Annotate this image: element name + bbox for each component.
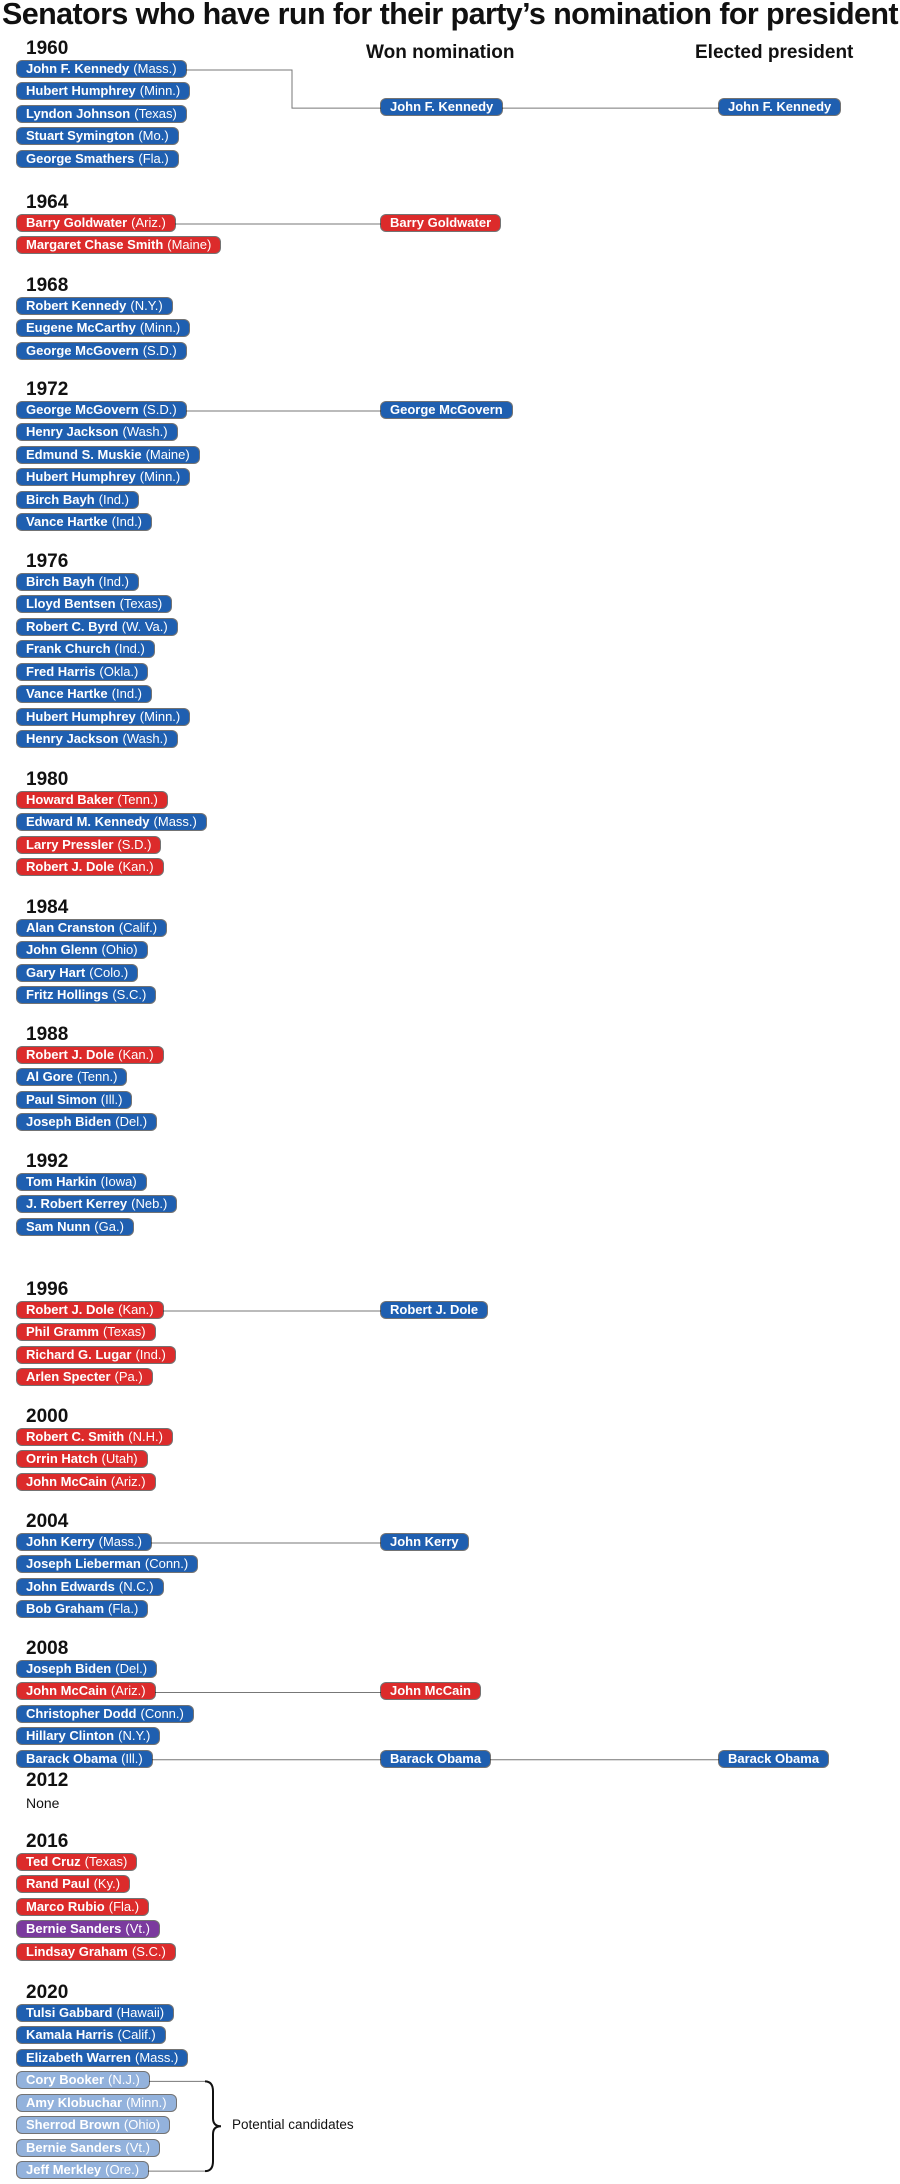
candidate-state: (S.C.) — [112, 987, 147, 1003]
candidate-sam-nunn-1992 — [17, 1219, 133, 1235]
candidate-jeff-merkley-2020 — [17, 2162, 148, 2178]
candidate-state: (Wash.) — [122, 424, 168, 440]
candidate-state: (Ariz.) — [131, 215, 166, 230]
president-barack-obama-2008 — [719, 1751, 828, 1767]
candidate-joseph-biden-2008 — [17, 1661, 156, 1677]
year-label-2004: 2004 — [26, 1511, 69, 1532]
candidate-name: John F. Kennedy — [390, 99, 494, 115]
candidate-state: (Ind.) — [98, 574, 129, 589]
candidate-name: Fritz Hollings — [26, 987, 109, 1003]
year-label-2012: 2012 — [26, 1770, 69, 1791]
candidate-marco-rubio-2016 — [17, 1899, 148, 1915]
candidate-state: (S.C.) — [131, 1943, 166, 1959]
candidate-edmund-s-muskie-1972 — [17, 447, 199, 463]
candidate-john-edwards-2004 — [17, 1579, 163, 1595]
candidate-state: (Texas) — [84, 1854, 128, 1869]
candidate-state: (Ohio) — [101, 942, 138, 958]
candidate-state: (Kan.) — [118, 1302, 154, 1317]
year-label-1984: 1984 — [26, 897, 69, 918]
candidate-name: Robert J. Dole — [26, 1047, 115, 1062]
nominee-robert-j-dole-1996 — [381, 1302, 487, 1318]
none-label: None — [26, 1795, 60, 1811]
candidate-state: (Mass.) — [133, 61, 177, 76]
candidate-name: Ted Cruz — [26, 1854, 81, 1869]
year-label-1964: 1964 — [26, 192, 69, 213]
candidate-rand-paul-2016 — [17, 1876, 129, 1892]
year-label-1996: 1996 — [26, 1279, 69, 1300]
candidate-stuart-symington-1960 — [17, 128, 178, 144]
candidate-john-mccain-2008 — [17, 1683, 155, 1699]
candidate-eugene-mccarthy-1968 — [17, 320, 189, 336]
candidate-name: Edmund S. Muskie — [26, 446, 142, 462]
candidate-state: (Ky.) — [93, 1876, 121, 1892]
candidate-name: Paul Simon — [26, 1091, 97, 1107]
candidate-alan-cranston-1984 — [17, 920, 166, 936]
candidate-state: (Minn.) — [139, 469, 181, 485]
candidate-state: (Vt.) — [125, 1921, 150, 1937]
candidate-name: Jeff Merkley — [26, 2162, 102, 2178]
year-label-2000: 2000 — [26, 1406, 69, 1427]
candidate-state: (Maine) — [145, 446, 190, 462]
year-label-1992: 1992 — [26, 1151, 69, 1172]
candidate-al-gore-1988 — [17, 1069, 126, 1085]
candidate-name: Al Gore — [26, 1069, 73, 1085]
candidate-name: Hillary Clinton — [26, 1728, 115, 1744]
candidate-state: (N.J.) — [108, 2072, 140, 2088]
candidate-name: Alan Cranston — [26, 920, 115, 935]
year-label-1988: 1988 — [26, 1024, 69, 1045]
candidate-hubert-humphrey-1972 — [17, 469, 189, 485]
candidate-state: (Maine) — [167, 237, 212, 253]
candidate-state: (Minn.) — [139, 83, 181, 99]
candidate-name: Hubert Humphrey — [26, 708, 136, 724]
candidate-robert-j-dole-1996 — [17, 1302, 163, 1318]
candidate-name: Robert Kennedy — [26, 298, 127, 313]
candidate-robert-c-smith-2000 — [17, 1429, 172, 1445]
candidate-name: Robert J. Dole — [26, 859, 115, 875]
candidate-state: (Calif.) — [118, 920, 158, 935]
candidate-bernie-sanders-2020 — [17, 2140, 159, 2156]
candidate-state: (Ind.) — [114, 641, 145, 657]
candidate-state: (Mass.) — [134, 2049, 179, 2065]
candidate-name: Gary Hart — [26, 964, 86, 980]
candidate-john-mccain-2000 — [17, 1474, 155, 1490]
candidate-name: Bob Graham — [26, 1601, 105, 1617]
candidate-state: (Tenn.) — [117, 792, 158, 807]
candidate-john-glenn-1984 — [17, 942, 147, 958]
candidate-name: Orrin Hatch — [26, 1451, 98, 1467]
candidate-robert-c-byrd-1976 — [17, 619, 177, 635]
candidate-state: (Ill.) — [100, 1091, 123, 1107]
candidate-hubert-humphrey-1960 — [17, 83, 189, 99]
candidate-state: (N.C.) — [118, 1578, 154, 1594]
candidate-state: (Wash.) — [122, 731, 168, 747]
candidate-tulsi-gabbard-2020 — [17, 2005, 173, 2021]
candidate-state: (S.D.) — [117, 836, 152, 852]
candidate-name: John McCain — [26, 1683, 107, 1699]
candidate-name: Henry Jackson — [26, 731, 119, 747]
candidate-ted-cruz-2016 — [17, 1854, 136, 1870]
year-label-1968: 1968 — [26, 275, 69, 296]
candidate-george-smathers-1960 — [17, 151, 178, 167]
candidate-name: Vance Hartke — [26, 514, 108, 530]
candidate-state: (N.Y.) — [118, 1728, 151, 1744]
candidate-name: John Glenn — [26, 942, 98, 958]
candidate-fred-harris-1976 — [17, 664, 147, 680]
candidate-name: Barack Obama — [390, 1750, 482, 1766]
candidate-henry-jackson-1972 — [17, 424, 177, 440]
candidate-state: (Del.) — [115, 1114, 148, 1130]
candidate-state: (Neb.) — [131, 1196, 168, 1212]
candidate-margaret-chase-smith-1964 — [17, 237, 220, 253]
candidate-name: Barack Obama — [26, 1750, 118, 1766]
candidate-state: (Colo.) — [89, 964, 129, 980]
year-label-1976: 1976 — [26, 551, 69, 572]
candidate-name: George McGovern — [390, 402, 503, 417]
candidate-birch-bayh-1972 — [17, 492, 138, 508]
candidate-name: John Kerry — [390, 1534, 459, 1549]
candidate-state: (Minn.) — [139, 320, 181, 336]
candidate-name: Edward M. Kennedy — [26, 814, 150, 830]
candidate-name: Sherrod Brown — [26, 2117, 120, 2133]
candidate-name: Vance Hartke — [26, 686, 108, 702]
candidate-name: Henry Jackson — [26, 424, 119, 440]
candidate-robert-j-dole-1988 — [17, 1047, 163, 1063]
president-john-f-kennedy-1960 — [719, 99, 840, 115]
candidate-bob-graham-2004 — [17, 1601, 147, 1617]
candidate-name: Amy Klobuchar — [26, 2094, 123, 2110]
candidate-arlen-specter-1996 — [17, 1369, 152, 1385]
candidate-george-mcgovern-1968 — [17, 343, 186, 359]
candidate-state: (Ariz.) — [110, 1683, 146, 1699]
connector-john-f-kennedy-1960 — [186, 70, 381, 108]
candidate-state: (Ind.) — [111, 514, 143, 530]
nominee-barry-goldwater-1964 — [381, 215, 500, 231]
candidate-name: Lloyd Bentsen — [26, 596, 116, 612]
candidate-name: Tulsi Gabbard — [26, 2005, 113, 2020]
candidate-elizabeth-warren-2020 — [17, 2050, 187, 2066]
candidate-name: Richard G. Lugar — [26, 1346, 132, 1362]
candidate-state: (Ind.) — [135, 1346, 166, 1362]
candidate-name: George McGovern — [26, 342, 139, 358]
candidate-state: (Conn.) — [144, 1556, 189, 1572]
candidate-state: (Ind.) — [98, 491, 129, 507]
candidate-name: John McCain — [390, 1683, 471, 1699]
candidate-frank-church-1976 — [17, 641, 154, 657]
candidate-richard-g-lugar-1996 — [17, 1347, 175, 1363]
candidate-name: Birch Bayh — [26, 491, 95, 507]
year-label-2020: 2020 — [26, 1982, 69, 2003]
candidate-name: Bernie Sanders — [26, 2139, 122, 2155]
candidate-state: (N.Y.) — [130, 298, 163, 313]
candidate-name: Robert J. Dole — [26, 1302, 115, 1317]
won-nomination-header: Won nomination — [366, 42, 515, 63]
candidate-christopher-dodd-2008 — [17, 1706, 193, 1722]
brace-icon — [205, 2081, 221, 2171]
candidate-state: (Vt.) — [125, 2139, 150, 2155]
candidate-name: Joseph Lieberman — [26, 1556, 141, 1572]
candidate-name: Elizabeth Warren — [26, 2049, 131, 2065]
candidate-name: Stuart Symington — [26, 128, 135, 144]
candidate-name: Joseph Biden — [26, 1114, 112, 1130]
candidate-j-robert-kerrey-1992 — [17, 1196, 176, 1212]
candidate-state: (Ore.) — [105, 2162, 140, 2178]
candidate-name: Eugene McCarthy — [26, 320, 136, 336]
candidate-name: Lindsay Graham — [26, 1943, 128, 1959]
candidate-kamala-harris-2020 — [17, 2027, 165, 2043]
potential-candidates-label: Potential candidates — [232, 2117, 354, 2133]
candidate-paul-simon-1988 — [17, 1092, 131, 1108]
candidate-name: Robert C. Smith — [26, 1429, 125, 1444]
candidate-vance-hartke-1976 — [17, 686, 151, 702]
candidate-john-f-kennedy-1960 — [17, 61, 186, 77]
candidate-state: (Mass.) — [153, 814, 197, 830]
candidate-gary-hart-1984 — [17, 965, 137, 981]
candidate-state: (Ga.) — [94, 1218, 124, 1234]
candidate-hubert-humphrey-1976 — [17, 709, 189, 725]
candidate-name: Margaret Chase Smith — [26, 237, 164, 253]
candidate-name: John F. Kennedy — [26, 61, 130, 76]
candidate-state: (Pa.) — [114, 1369, 143, 1385]
year-label-2008: 2008 — [26, 1638, 69, 1659]
candidate-state: (Utah) — [101, 1451, 138, 1467]
candidate-state: (Texas) — [134, 105, 177, 121]
candidate-name: George Smathers — [26, 150, 135, 166]
candidate-barry-goldwater-1964 — [17, 215, 175, 231]
candidate-name: Birch Bayh — [26, 574, 95, 589]
candidate-name: J. Robert Kerrey — [26, 1196, 128, 1212]
candidate-name: Joseph Biden — [26, 1661, 112, 1676]
candidate-name: Kamala Harris — [26, 2027, 114, 2043]
nominee-john-f-kennedy-1960 — [381, 99, 502, 115]
candidate-name: Hubert Humphrey — [26, 83, 136, 99]
candidate-name: Lyndon Johnson — [26, 105, 131, 121]
candidate-state: (S.D.) — [142, 342, 177, 358]
candidate-name: Cory Booker — [26, 2072, 105, 2088]
nominee-george-mcgovern-1972 — [381, 402, 512, 418]
candidate-birch-bayh-1976 — [17, 574, 138, 590]
candidate-name: Rand Paul — [26, 1876, 90, 1892]
candidate-name: John Kerry — [26, 1534, 95, 1549]
candidate-john-kerry-2004 — [17, 1534, 151, 1550]
candidate-name: Robert J. Dole — [390, 1302, 479, 1317]
nominee-john-kerry-2004 — [381, 1534, 468, 1550]
candidate-name: Christopher Dodd — [26, 1705, 137, 1721]
candidate-larry-pressler-1980 — [17, 837, 160, 853]
candidate-barack-obama-2008 — [17, 1751, 152, 1767]
candidate-tom-harkin-1992 — [17, 1174, 146, 1190]
candidate-state: (Texas) — [102, 1324, 146, 1340]
year-label-1960: 1960 — [26, 38, 69, 59]
candidate-state: (Fla.) — [138, 150, 169, 166]
candidate-lloyd-bentsen-1976 — [17, 596, 171, 612]
candidate-name: Bernie Sanders — [26, 1921, 122, 1937]
candidate-name: Larry Pressler — [26, 836, 114, 852]
candidate-lindsay-graham-2016 — [17, 1944, 175, 1960]
candidate-howard-baker-1980 — [17, 792, 167, 808]
candidate-name: John F. Kennedy — [728, 99, 832, 115]
candidate-state: (Hawaii) — [116, 2005, 165, 2020]
candidate-state: (Fla.) — [108, 1601, 139, 1617]
candidate-amy-klobuchar-2020 — [17, 2095, 176, 2111]
candidate-state: (Ind.) — [111, 686, 143, 702]
candidate-robert-j-dole-1980 — [17, 859, 163, 875]
candidate-fritz-hollings-1984 — [17, 987, 155, 1003]
year-label-2016: 2016 — [26, 1831, 69, 1852]
candidate-henry-jackson-1976 — [17, 731, 177, 747]
candidate-state: (Mass.) — [98, 1534, 142, 1549]
candidate-state: (Texas) — [119, 596, 163, 612]
candidate-state: (Minn.) — [126, 2094, 167, 2110]
candidate-joseph-biden-1988 — [17, 1114, 156, 1130]
candidate-name: Hubert Humphrey — [26, 469, 136, 485]
candidate-orrin-hatch-2000 — [17, 1451, 147, 1467]
candidate-name: Howard Baker — [26, 792, 114, 807]
nominee-barack-obama-2008 — [381, 1751, 490, 1767]
nominee-john-mccain-2008 — [381, 1683, 480, 1699]
candidate-state: (Conn.) — [140, 1705, 184, 1721]
elected-president-header: Elected president — [695, 42, 854, 63]
candidate-name: Barry Goldwater — [390, 215, 492, 230]
candidate-state: (Tenn.) — [76, 1069, 118, 1085]
candidate-state: (W. Va.) — [121, 618, 168, 634]
candidate-name: John Edwards — [26, 1578, 115, 1594]
candidate-joseph-lieberman-2004 — [17, 1556, 197, 1572]
candidate-name: Phil Gramm — [26, 1324, 99, 1340]
candidate-name: Frank Church — [26, 641, 111, 657]
candidate-phil-gramm-1996 — [17, 1324, 155, 1340]
candidate-edward-m-kennedy-1980 — [17, 814, 206, 830]
candidate-state: (Minn.) — [139, 708, 181, 724]
candidate-state: (Calif.) — [117, 2027, 156, 2043]
candidate-name: George McGovern — [26, 402, 139, 417]
candidate-name: Barack Obama — [728, 1750, 820, 1766]
candidate-state: (Fla.) — [108, 1898, 140, 1914]
candidate-state: (Mo.) — [138, 128, 169, 144]
candidate-name: Tom Harkin — [26, 1174, 97, 1189]
year-label-1980: 1980 — [26, 769, 69, 790]
candidate-state: (Ariz.) — [110, 1473, 146, 1489]
candidate-name: Sam Nunn — [26, 1218, 91, 1234]
candidate-cory-booker-2020 — [17, 2072, 149, 2088]
candidate-state: (Del.) — [115, 1661, 148, 1676]
page-title: Senators who have run for their party’s nomination for president — [2, 0, 898, 31]
candidate-state: (Kan.) — [118, 859, 154, 875]
candidate-state: (Ohio) — [123, 2117, 161, 2133]
candidate-name: Fred Harris — [26, 663, 96, 679]
candidate-hillary-clinton-2008 — [17, 1728, 159, 1744]
candidate-name: John McCain — [26, 1473, 107, 1489]
candidate-state: (Okla.) — [99, 663, 139, 679]
year-label-1972: 1972 — [26, 379, 69, 400]
candidate-bernie-sanders-2016 — [17, 1921, 159, 1937]
candidate-george-mcgovern-1972 — [17, 402, 186, 418]
candidate-state: (S.D.) — [142, 402, 177, 417]
candidate-lyndon-johnson-1960 — [17, 106, 186, 122]
candidate-name: Arlen Specter — [26, 1369, 111, 1385]
candidate-vance-hartke-1972 — [17, 514, 151, 530]
candidate-state: (Ill.) — [121, 1750, 143, 1766]
candidate-state: (Iowa) — [100, 1174, 137, 1189]
candidate-sherrod-brown-2020 — [17, 2117, 169, 2133]
candidate-state: (Kan.) — [118, 1047, 154, 1062]
candidate-state: (N.H.) — [128, 1429, 163, 1444]
candidate-name: Barry Goldwater — [26, 215, 128, 230]
candidate-name: Marco Rubio — [26, 1898, 105, 1914]
candidate-robert-kennedy-1968 — [17, 298, 172, 314]
candidate-name: Robert C. Byrd — [26, 618, 118, 634]
